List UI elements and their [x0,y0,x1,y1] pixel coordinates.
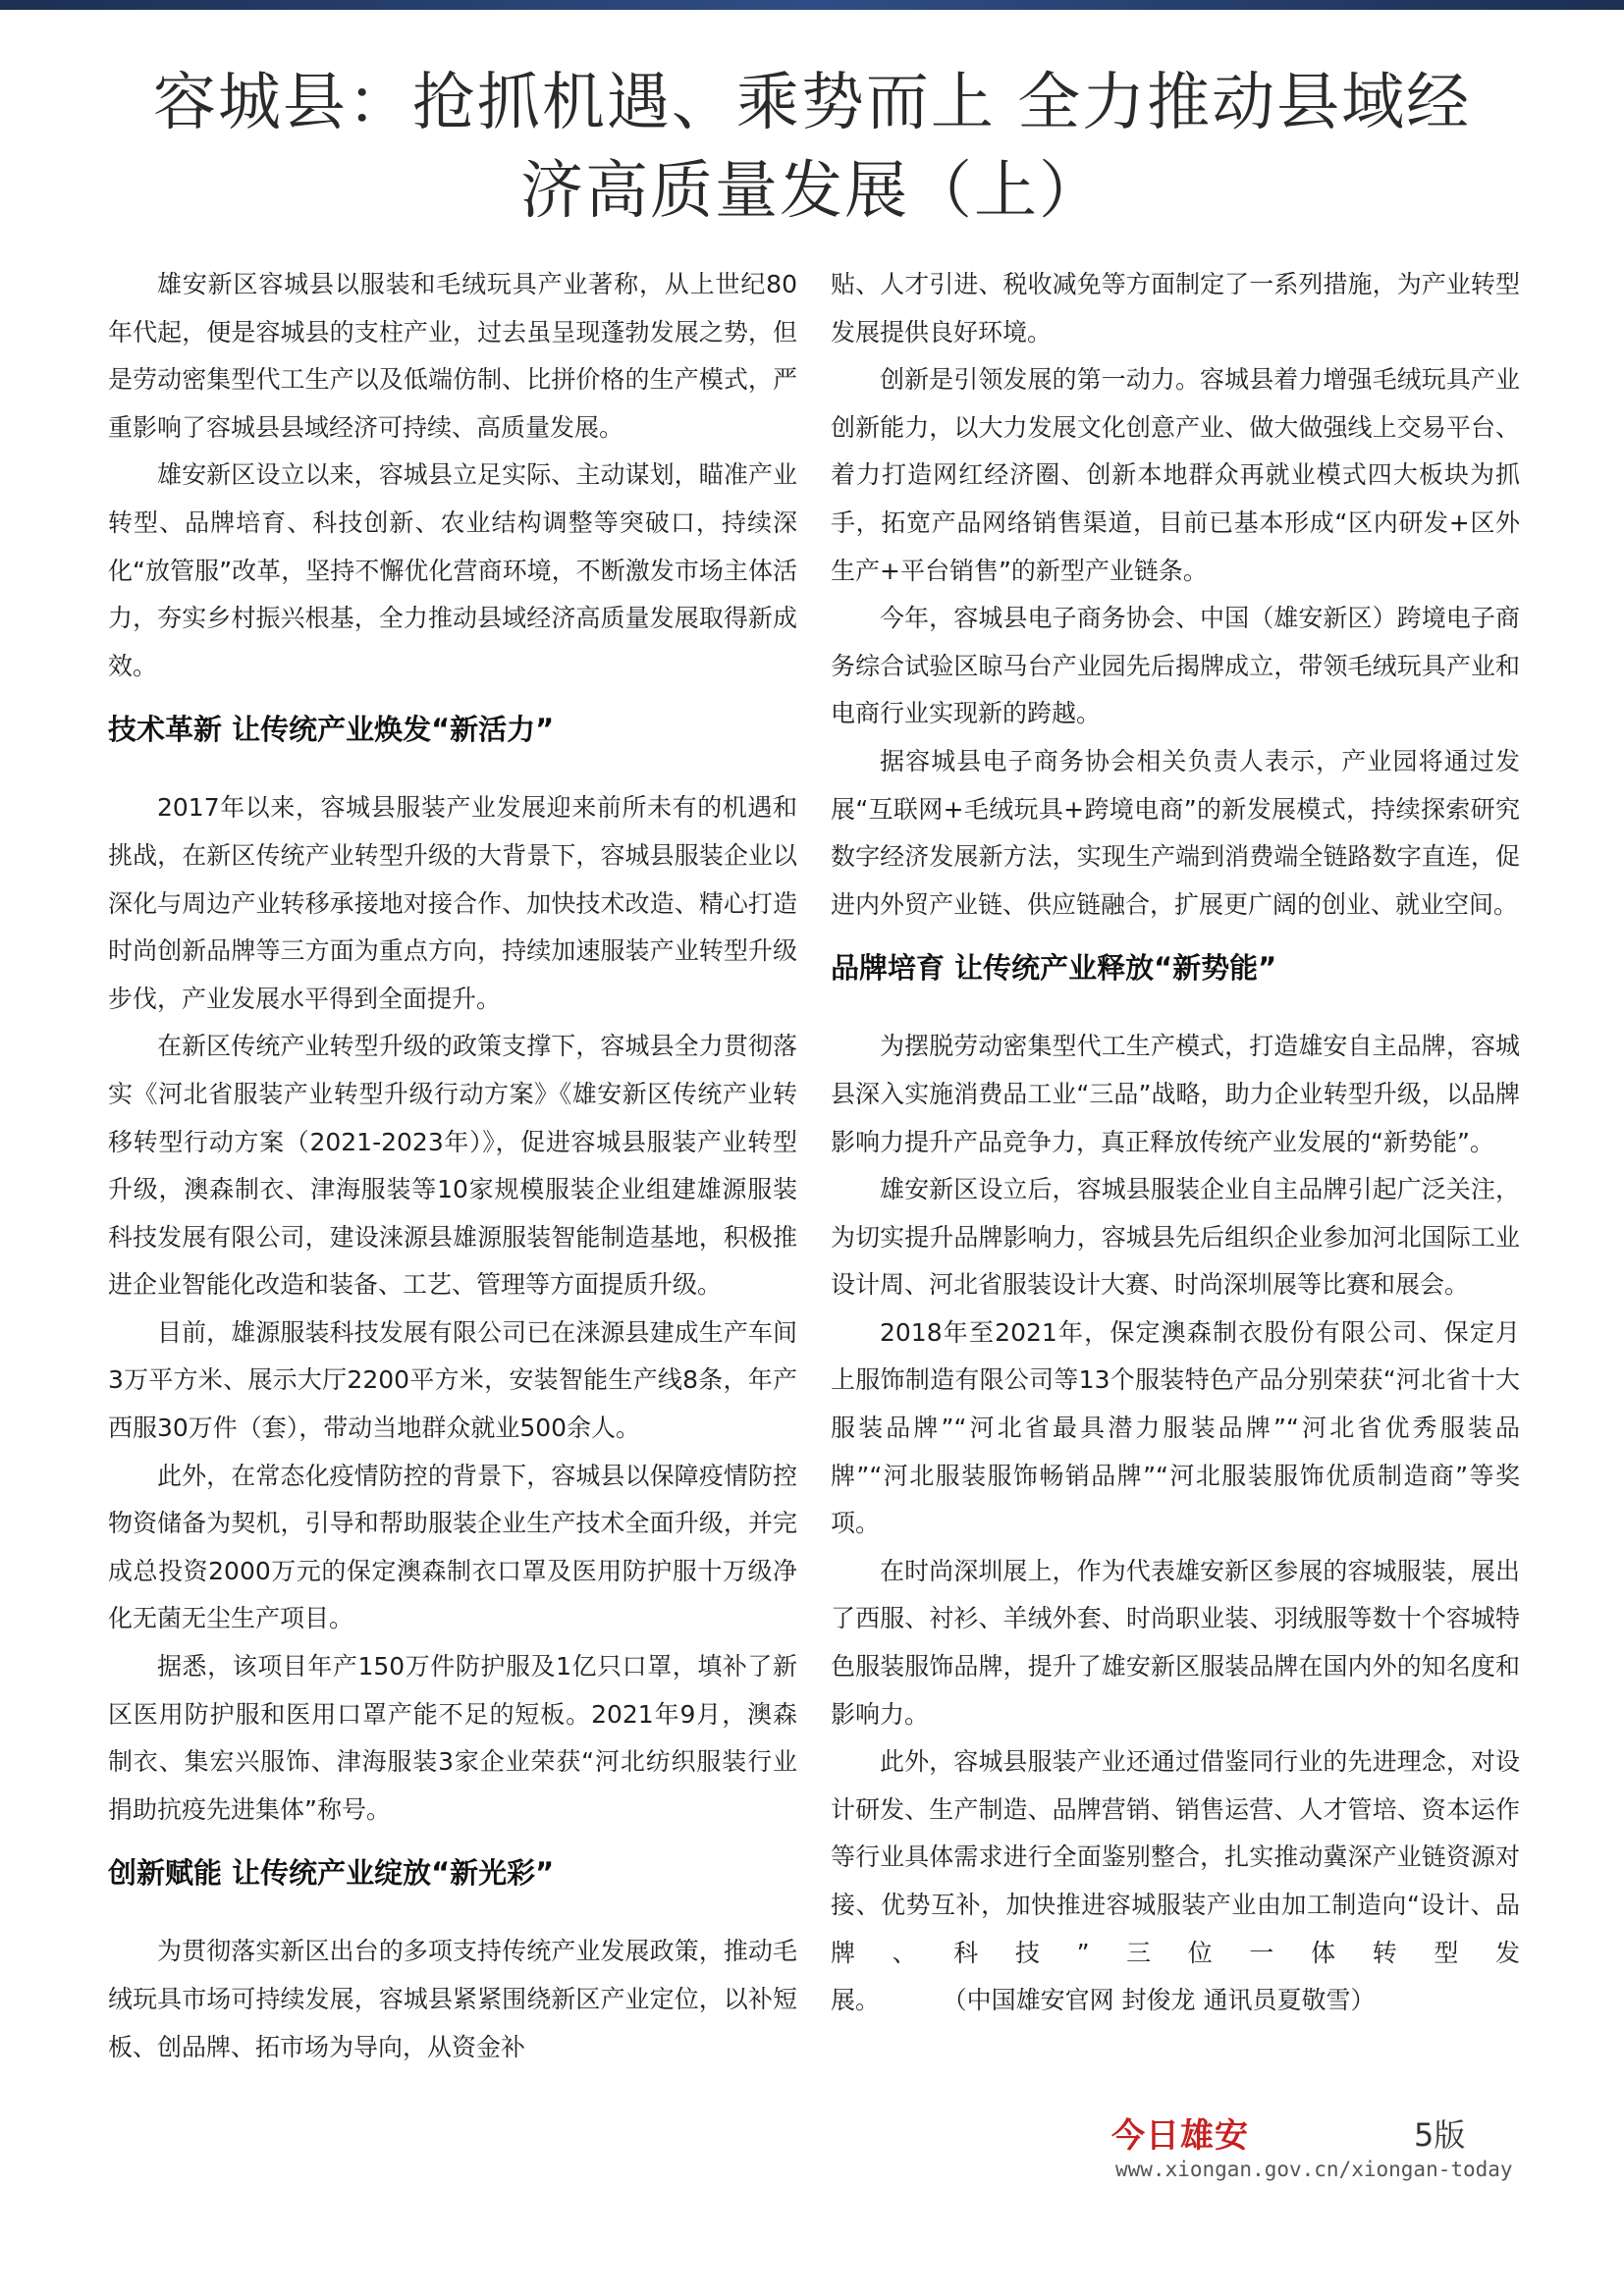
paragraph: 据悉，该项目年产150万件防护服及1亿只口罩，填补了新区医用防护服和医用口罩产能不足的短板。2021年9月，澳森制衣、集宏兴服饰、津海服装3家企业荣获“河北纺织服装行业捐助抗疫先进集体”称号。 [108,1652,797,1824]
paragraph-continued: 贴、人才引进、税收减免等方面制定了一系列措施，为产业转型发展提供良好环境。 [831,270,1520,347]
article-title-line-1: 容城县：抢抓机遇、乘势而上 全力推动县域经 [152,67,1472,139]
paragraph: 雄安新区容城县以服装和毛绒玩具产业著称，从上世纪80年代起，便是容城县的支柱产业，过去虽呈现蓬勃发展之势，但是劳动密集型代工生产以及低端仿制、比拼价格的生产模式，严重影响了容城县县域经济可持续、高质量发展。 [108,270,797,442]
paragraph: 雄安新区设立以来，容城县立足实际、主动谋划，瞄准产业转型、品牌培育、科技创新、农业结构调整等突破口，持续深化“放管服”改革，坚持不懈优化营商环境，不断激发市场主体活力，夯实乡村振兴根基，全力推动县域经济高质量发展取得新成效。 [108,460,797,680]
paragraph [831,1738,1520,2025]
paragraph: 为贯彻落实新区出台的多项支持传统产业发展政策，推动毛绒玩具市场可持续发展，容城县紧紧围绕新区产业定位，以补短板、创品牌、拓市场为导向，从资金补 [108,1937,797,2061]
top-accent-bar [0,0,1624,10]
paragraph: 目前，雄源服装科技发展有限公司已在涞源县建成生产车间3万平方米、展示大厅2200平方米，安装智能生产线8条，年产西服30万件（套），带动当地群众就业500余人。 [108,1317,797,1443]
paragraph: 此外，在常态化疫情防控的背景下，容城县以保障疫情防控物资储备为契机，引导和帮助服装企业生产技术全面升级，并完成总投资2000万元的保定澳森制衣口罩及医用防护服十万级净化无菌无尘生产项目。 [108,1461,797,1633]
article-title-line-2: 济高质量发展（上） [520,155,1104,228]
paragraph: 2018年至2021年，保定澳森制衣股份有限公司、保定月上服饰制造有限公司等13个服装特色产品分别荣获“河北省十大服装品牌”“河北省最具潜力服装品牌”“河北省优秀服装品牌”“河北服装服饰畅销品牌”“河北服装服饰优质制造商”等奖项。 [831,1317,1520,1538]
paragraph: 据容城县电子商务协会相关负责人表示，产业园将通过发展“互联网+毛绒玩具+跨境电商”的新发展模式，持续探索研究数字经济发展新方法，实现生产端到消费端全链路数字直连，促进内外贸产业链、供应链融合，扩展更广阔的创业、就业空间。 [831,746,1520,919]
article-byline: （中国雄安官网 封俊龙 通讯员夏敬雪） [942,1986,1376,2015]
paragraph: 雄安新区设立后，容城县服装企业自主品牌引起广泛关注，为切实提升品牌影响力，容城县先后组织企业参加河北国际工业设计周、河北省服装设计大赛、时尚深圳展等比赛和展会。 [831,1175,1520,1300]
right-column [831,261,1520,2025]
paragraph: 创新是引领发展的第一动力。容城县着力增强毛绒玩具产业创新能力，以大力发展文化创意产业、做大做强线上交易平台、着力打造网红经济圈、创新本地群众再就业模式四大板块为抓手，拓宽产品网络销售渠道，目前已基本形成“区内研发+区外生产+平台销售”的新型产业链条。 [831,365,1520,585]
publication-url[interactable]: www.xiongan.gov.cn/xiongan-today [1115,2158,1513,2181]
article-title [98,59,1526,236]
page-number: 5版 [1414,2116,1466,2154]
left-column [108,261,797,2071]
paragraph: 为摆脱劳动密集型代工生产模式，打造雄安自主品牌，容城县深入实施消费品工业“三品”战略，助力企业转型升级，以品牌影响力提升产品竞争力，真正释放传统产业发展的“新势能”。 [831,1032,1520,1156]
paragraph-text: 此外，容城县服装产业还通过借鉴同行业的先进理念，对设计研发、生产制造、品牌营销、销售运营、人才管培、资本运作等行业具体需求进行全面鉴别整合，扎实推动冀深产业链资源对接、优势互补，加快推进容城服装产业由加工制造向“设计、品牌、科技”三位一体转型发展。 [831,1747,1520,2015]
publication-logo: 今日雄安 [1111,2116,1249,2156]
paragraph: 在新区传统产业转型升级的政策支撑下，容城县全力贯彻落实《河北省服装产业转型升级行动方案》《雄安新区传统产业转移转型行动方案（2021-2023年）》，促进容城县服装产业转型升级，澳森制衣、津海服装等10家规模服装企业组建雄源服装科技发展有限公司，建设涞源县雄源服装智能制造基地，积极推进企业智能化改造和装备、工艺、管理等方面提质升级。 [108,1032,797,1300]
paragraph: 2017年以来，容城县服装产业发展迎来前所未有的机遇和挑战，在新区传统产业转型升级的大背景下，容城县服装企业以深化与周边产业转移承接地对接合作、加快技术改造、精心打造时尚创新品牌等三方面为重点方向，持续加速服装产业转型升级步伐，产业发展水平得到全面提升。 [108,793,797,1013]
paragraph: 在时尚深圳展上，作为代表雄安新区参展的容城服装，展出了西服、衬衫、羊绒外套、时尚职业装、羽绒服等数十个容城特色服装服饰品牌，提升了雄安新区服装品牌在国内外的知名度和影响力。 [831,1556,1520,1729]
paragraph: 今年，容城县电子商务协会、中国（雄安新区）跨境电子商务综合试验区晾马台产业园先后揭牌成立，带领毛绒玩具产业和电商行业实现新的跨越。 [831,604,1520,728]
section-heading-brand-cultivation: 品牌培育 让传统产业释放“新势能” [831,951,1277,986]
section-heading-innovation-empowerment: 创新赋能 让传统产业绽放“新光彩” [108,1856,555,1891]
section-heading-tech-innovation: 技术革新 让传统产业焕发“新活力” [108,713,555,747]
